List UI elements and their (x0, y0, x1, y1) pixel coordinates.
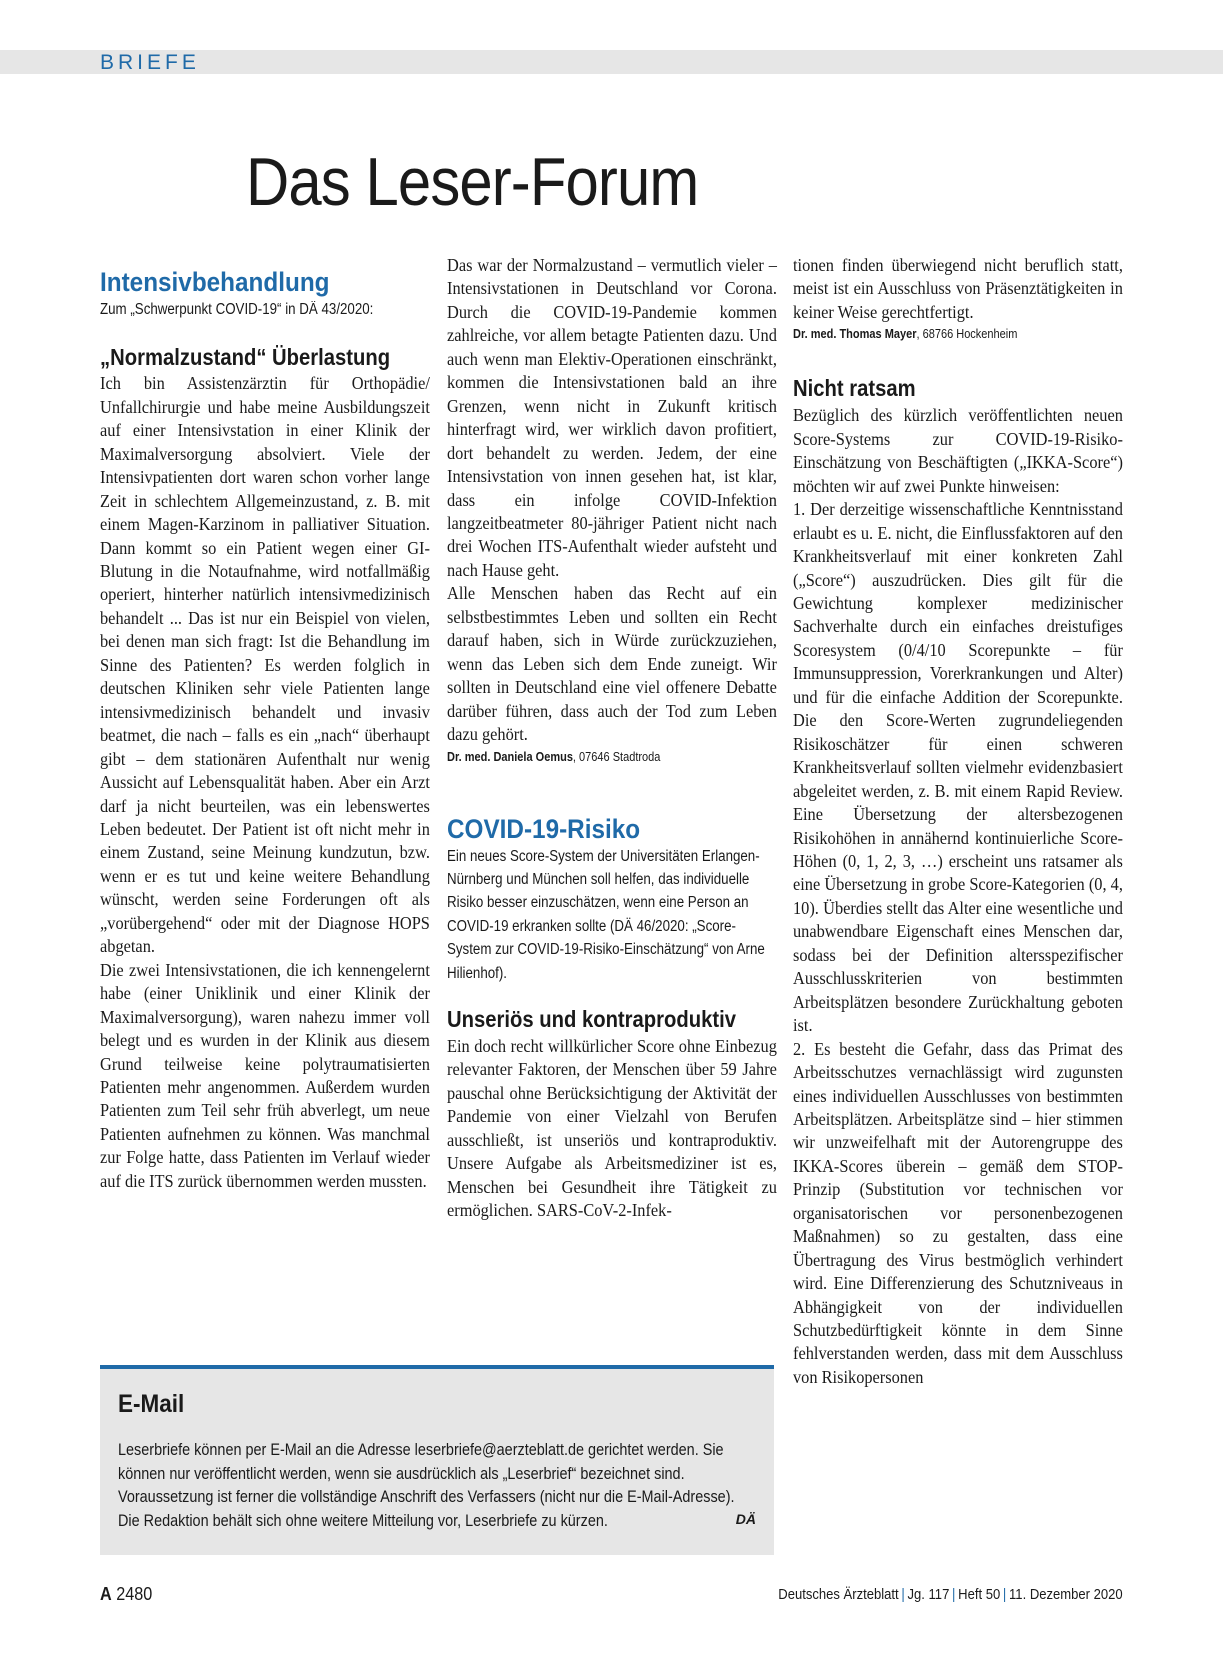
author-signature (793, 324, 1083, 344)
letter-paragraph: 1. Der derzeitige wissenschaftliche Kenntnisstand erlaubt es u. E. nicht, die Einflussfaktoren auf den Krankheitsverlauf mit einer konkreten Zahl („Score“) auszudrücken. Dies gilt für die Gewichtung komplexer medizinischer Sachverhalte durch ein einfaches dreistufiges Scoresystem (0/4/10 Scorepunkte – für Immunsuppression, Vorerkrankungen und Alter) und für die einfache Addition der Scorepunkte. Die den Score-Werten zugrundeliegenden Risikoschätzer für einen schweren Krankheitsverlauf sollten vielmehr evidenzbasiert abgeleitet werden, z. B. mit einem Rapid Review. Eine Übersetzung der altersbezogenen Risikohöhen in annähernd kontinuierliche Score-Höhen (0, 1, 2, 3, …) erscheint uns ratsamer als eine Übersetzung in grobe Score-Kategorien (0, 4, 10). Überdies stellt das Alter eine wesentliche und unabwendbare Eigenschaft eines Menschen dar, sodass bei der Definition altersspezifischer Ausschlusskriterien von bestimmten Arbeitsplätzen besondere Zurückhaltung geboten ist. (793, 499, 1123, 1036)
issue-date: 11. Dezember 2020 (1009, 1587, 1123, 1603)
page-title: Das Leser-Forum (246, 144, 699, 220)
separator: | (901, 1587, 906, 1603)
letter-heading: „Normalzustand“ Überlastung (100, 344, 391, 371)
email-box-credit: DÄ (735, 1511, 756, 1527)
letter-paragraph: Alle Menschen haben das Recht auf ein selbstbestimmtes Leben und sollten ein Recht darauf haben, sich in Würde zurückzuziehen, wenn das Leben sich dem Ende zuneigt. Wir sollten in Deutschland eine viel offenere Debatte darüber führen, dass auch der Tod zum Leben dazu gehört. (447, 583, 777, 745)
page-number-value: 2480 (116, 1584, 153, 1604)
separator: | (1003, 1587, 1007, 1603)
letter-heading: Unseriös und kontraproduktiv (447, 1005, 737, 1032)
topic-intro: Ein neues Score-System der Universitäten Erlangen-Nürnberg und München soll helfen, das individuelle Risiko besser einzuschätzen, wenn eine Person an COVID-19 erkranken sollte (DÄ 46/2020: „Score-System zur COVID-19-Risiko-Einschätzung“ von Arne Hilienhof). (447, 847, 765, 982)
separator: | (952, 1587, 956, 1603)
email-info-box (100, 1365, 774, 1555)
author-name: Dr. med. Daniela Oemus (447, 749, 573, 764)
letter-paragraph: Ein doch recht willkürlicher Score ohne Einbezug relevanter Faktoren, der Menschen über 59 Jahre pauschal ohne Berücksichtigung der Aktivität der Pandemie von einer Vielzahl von Berufen ausschließt, ist unseriös und kontraproduktiv. Unsere Aufgabe als Arbeitsmediziner ist es, Menschen bei Gesundheit ihre Tätigkeit zu ermöglichen. SARS-CoV-2-Infek- (447, 1035, 777, 1221)
letter-paragraph: Ich bin Assistenzärztin für Orthopädie/ Unfallchirurgie und habe meine Ausbildungszeit auf einer Intensivstation in einer Klinik der Maximalversorgung absolviert. Viele der Intensivpatienten dort waren schon vorher lange Zeit in schlechtem Allgemeinzustand, z. B. mit einem Magen-Karzinom in palliativer Situation. Dann kommt so ein Patient wegen einer GI-Blutung in die Notaufnahme, wird notfallmäßig operiert, hinterher natürlich intensivmedizinisch behandelt ... Das ist nur ein Beispiel von vielen, bei denen man sich fragt: Ist die Behandlung im Sinne des Patienten? Es werden folglich in deutschen Kliniken sehr viele Patienten lange intensivmedizinisch behandelt und invasiv beatmet, die nach – falls es ein „nach“ überhaupt gibt – dem stationären Aufenthalt nur wenig Aussicht auf Lebensqualität haben. Aber ein Arzt darf ja nicht beurteilen, was ein lebenswertes Leben bedeutet. Der Patient ist oft nicht mehr in einem Zustand, seine Meinung kundzutun, bzw. wenn er es tut und keine weitere Behandlung wünscht, werden seine Forderungen oft als „vorübergehend“ oder mit der Diagnose HOPS abgetan. (100, 373, 430, 957)
page-number (100, 1582, 152, 1606)
letter-paragraph: tionen finden überwiegend nicht beruflich statt, meist ist ein Ausschluss von Präsenztätigkeiten in keiner Weise gerechtfertigt. (793, 255, 1123, 322)
journal-issue: Heft 50 (958, 1587, 1001, 1603)
topic-heading-covid-risiko: COVID-19-Risiko (447, 813, 641, 844)
author-name: Dr. med. Thomas Mayer (793, 327, 917, 342)
author-place: , 68766 Hockenheim (916, 327, 1018, 342)
email-box-title: E-Mail (118, 1390, 185, 1418)
email-box-text: Leserbriefe können per E-Mail an die Adresse leserbriefe@aerzteblatt.de gerichtet werden. Sie können nur veröffentlicht werden, wenn sie ausdrücklich als „Leserbrief“ bezeichnet sind. Voraussetzung ist ferner die vollständige Anschrift des Verfassers (nicht nur die E-Mail-Adresse). Die Redaktion behält sich ohne weitere Mitteilung vor, Leserbriefe zu kürzen. (118, 1441, 735, 1530)
section-label: BRIEFE (100, 51, 200, 74)
topic-heading-intensivbehandlung: Intensivbehandlung (100, 267, 330, 297)
column-2 (447, 254, 777, 1223)
column-1 (100, 266, 430, 1193)
letter-paragraph: 2. Es besteht die Gefahr, dass das Primat des Arbeitsschutzes vernachlässigt wird zugunsten eines individuellen Ausschlusses von bestimmten Arbeitsplätzen. Arbeitsplätze sind – hier stimmen wir unzweifelhaft mit der Autorengruppe des IKKA-Scores überein – gemäß dem STOP-Prinzip (Substitution vor technischen vor organisatorischen vor personenbezogenen Maßnahmen) so zu gestalten, dass eine Übertragung des Virus bestmöglich verhindert wird. Eine Differenzierung des Schutzniveaus in Abhängigkeit von der individuellen Schutzbedürftigkeit könnte in dem Sinne fehlverstanden werden, dass mit dem Ausschluss von Risikopersonen (793, 1038, 1123, 1387)
journal-volume: Jg. 117 (907, 1587, 950, 1603)
footer-meta (779, 1584, 1123, 1606)
letter-heading: Nicht ratsam (793, 375, 916, 402)
column-3 (793, 254, 1123, 1389)
topic-intro: Zum „Schwerpunkt COVID-19“ in DÄ 43/2020: (100, 301, 374, 318)
letter-paragraph: Die zwei Intensivstationen, die ich kennengelernt habe (einer Uniklinik und einer Klinik der Maximalversorgung), waren nahezu immer voll belegt und es wurden in der Klinik aus diesem Grund teilweise keine polytraumatisierten Patienten mehr angenommen. Außerdem wurden Patienten zum Teil sehr früh abverlegt, um neue Patienten aufnehmen zu können. Was manchmal zur Folge hatte, dass Patienten im Verlauf wieder auf die ITS zurück übernommen werden mussten. (100, 959, 430, 1191)
letter-paragraph: Das war der Normalzustand – vermutlich vieler – Intensivstationen in Deutschland vor Corona. Durch die COVID-19-Pandemie kommen zahlreiche, vor allem betagte Patienten dazu. Und auch wenn man Elektiv-Operationen einschränkt, kommen die Intensivstationen bald an ihre Grenzen, wenn nicht in Zukunft kritisch hinterfragt wird, wer wirklich davon profitiert, dort behandelt zu werden. Jedem, der eine Intensivstation von innen gesehen hat, ist klar, dass ein infolge COVID-Infektion langzeitbeatmeter 80-jähriger Patient nicht nach drei Wochen ITS-Aufenthalt wieder aufsteht und nach Hause geht. (447, 255, 777, 580)
journal-name: Deutsches Ärzteblatt (778, 1587, 900, 1603)
author-place: , 07646 Stadtroda (572, 749, 661, 764)
letter-paragraph: Bezüglich des kürzlich veröffentlichten neuen Score-Systems zur COVID-19-Risiko-Einschätzung von Beschäftigten („IKKA-Score“) möchten wir auf zwei Punkte hinweisen: (793, 405, 1123, 496)
page-prefix: A (100, 1584, 112, 1604)
author-signature (447, 747, 737, 767)
